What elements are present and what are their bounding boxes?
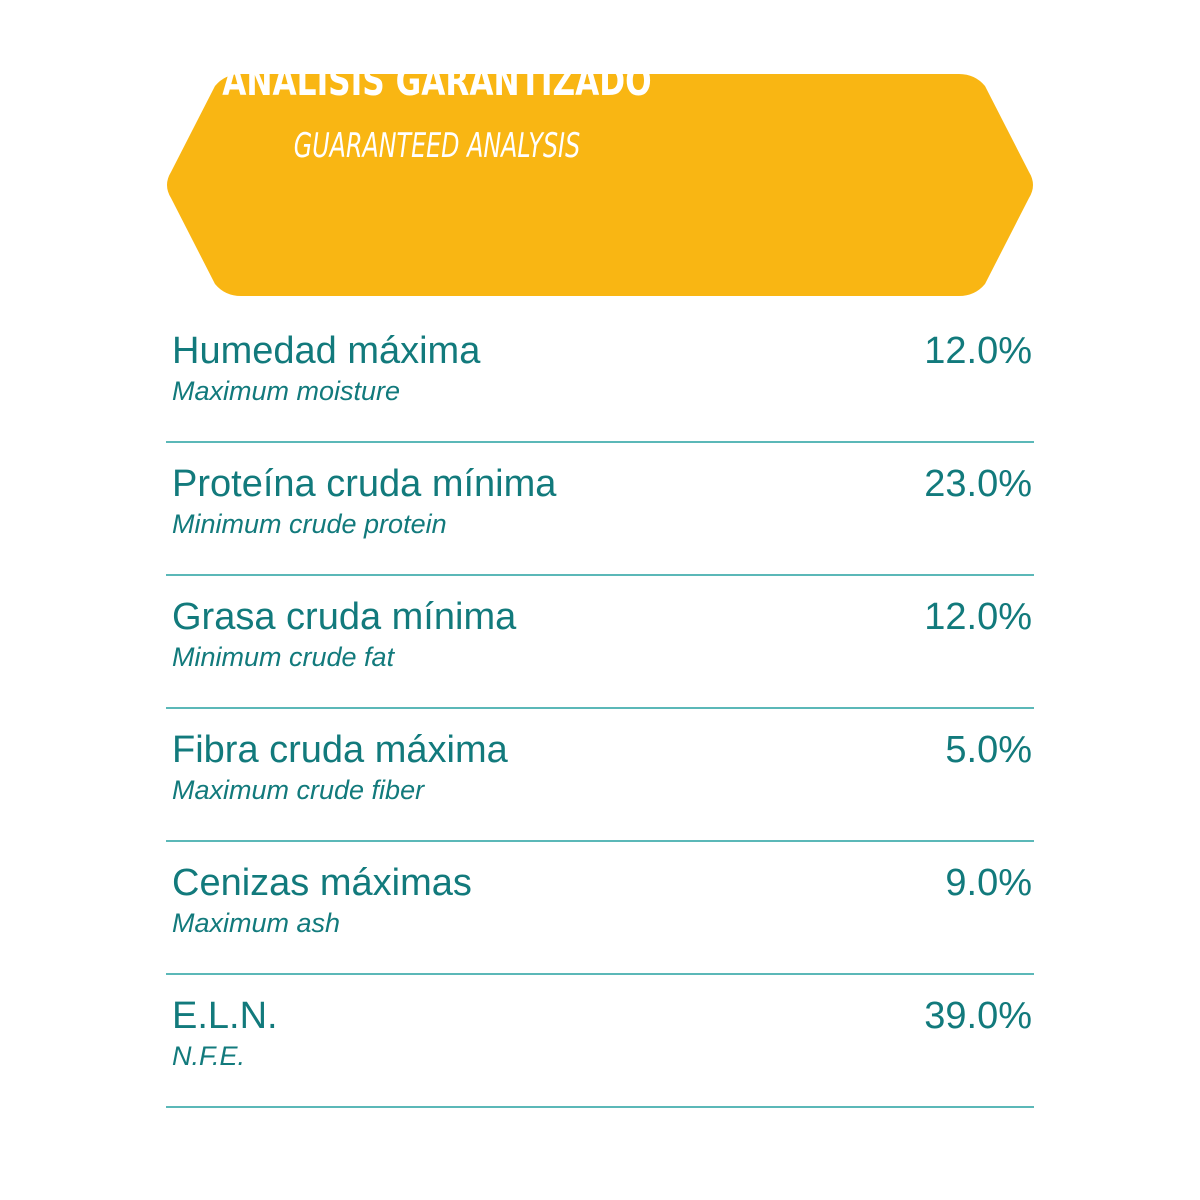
- row-value: 12.0%: [924, 596, 1032, 638]
- row-label-spanish: Fibra cruda máxima: [172, 729, 508, 771]
- row-value: 39.0%: [924, 995, 1032, 1037]
- row-value: 5.0%: [945, 729, 1032, 771]
- analysis-table: [166, 310, 1034, 1108]
- analysis-row-fiber: [166, 709, 1034, 842]
- row-label-english: Maximum ash: [172, 908, 341, 938]
- row-label-spanish: E.L.N.: [172, 995, 278, 1037]
- row-label-spanish: Proteína cruda mínima: [172, 463, 557, 505]
- row-label-english: N.F.E.: [172, 1041, 246, 1071]
- row-label-spanish: Grasa cruda mínima: [172, 596, 517, 638]
- row-value: 23.0%: [924, 463, 1032, 505]
- row-label-spanish: Cenizas máximas: [172, 862, 472, 904]
- analysis-row-moisture: [166, 310, 1034, 443]
- analysis-row-fat: [166, 576, 1034, 709]
- row-label-english: Maximum crude fiber: [172, 775, 425, 805]
- analysis-row-protein: [166, 443, 1034, 576]
- row-label-spanish: Humedad máxima: [172, 330, 481, 372]
- row-label-english: Minimum crude protein: [172, 509, 447, 539]
- analysis-row-nfe: [166, 975, 1034, 1108]
- row-label-english: Minimum crude fat: [172, 642, 395, 672]
- row-value: 9.0%: [945, 862, 1032, 904]
- analysis-row-ash: [166, 842, 1034, 975]
- banner-subtitle: GUARANTEED ANALYSIS: [293, 126, 581, 166]
- row-label-english: Maximum moisture: [172, 376, 401, 406]
- row-value: 12.0%: [924, 330, 1032, 372]
- banner-title: ANÁLISIS GARANTIZADO: [222, 59, 652, 105]
